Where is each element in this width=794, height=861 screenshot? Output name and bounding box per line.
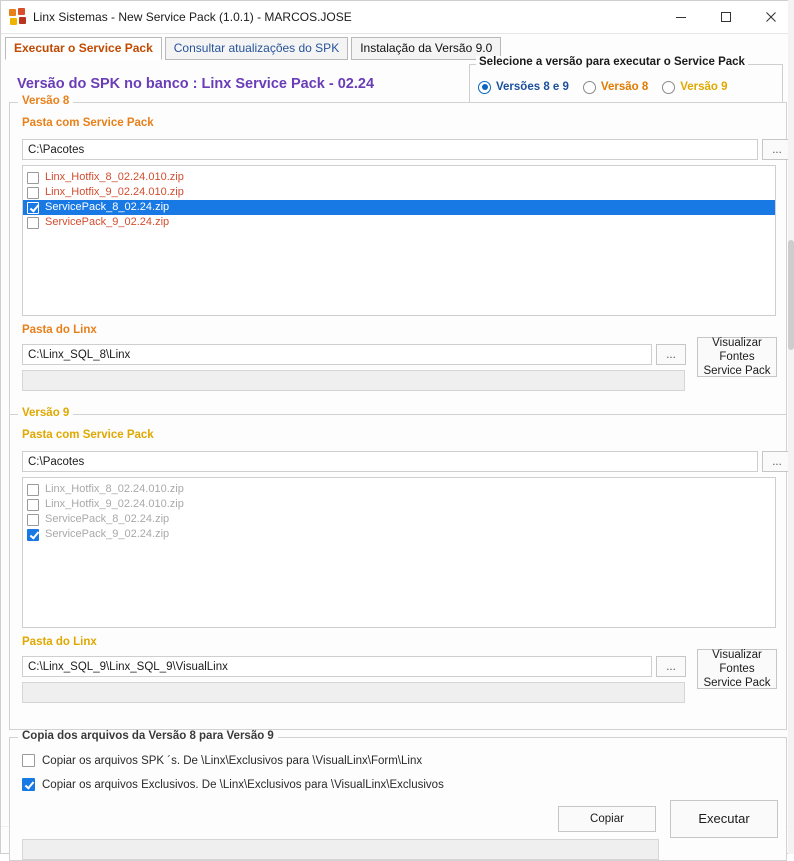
list-item[interactable]: [23, 215, 775, 230]
progress-bar-v9: [22, 682, 685, 703]
file-checkbox[interactable]: [27, 187, 39, 199]
group-versao-8: [9, 95, 787, 418]
label-pasta-com-service-pack-v9: Pasta com Service Pack: [22, 429, 154, 441]
radio-versoes-8-e-9[interactable]: [478, 81, 569, 94]
browse-folder-button-v8[interactable]: ...: [762, 139, 792, 160]
visualizar-fontes-service-pack-button-v9[interactable]: [697, 649, 777, 689]
list-item[interactable]: [23, 512, 775, 527]
file-list-v9[interactable]: [22, 477, 776, 628]
checkbox-copiar-spk[interactable]: [22, 754, 422, 767]
file-checkbox[interactable]: [27, 529, 39, 541]
group-copia-legend: Copia dos arquivos da Versão 8 para Versão 9: [18, 730, 278, 742]
list-item[interactable]: [23, 200, 775, 215]
browse-linx-folder-button-v9[interactable]: ...: [656, 656, 686, 677]
app-icon: [9, 8, 27, 26]
button-line-2: Fontes: [719, 351, 755, 363]
list-item[interactable]: [23, 527, 775, 542]
file-name: ServicePack_9_02.24.zip: [45, 216, 170, 228]
scrollbar-thumb[interactable]: [788, 240, 794, 350]
list-item[interactable]: [23, 170, 775, 185]
maximize-icon[interactable]: [703, 1, 748, 33]
copy-progress-bar: [22, 839, 659, 860]
file-name: Linx_Hotfix_9_02.24.010.zip: [45, 498, 184, 510]
window-buttons: [658, 1, 793, 33]
file-name: Linx_Hotfix_8_02.24.010.zip: [45, 483, 184, 495]
label-pasta-do-linx-v8: Pasta do Linx: [22, 324, 97, 336]
file-checkbox[interactable]: [27, 217, 39, 229]
checkbox-label: Copiar os arquivos SPK ´s. De \Linx\Exclusivos para \VisualLinx\Form\Linx: [42, 754, 423, 767]
radio-indicator: [583, 81, 596, 94]
group-versao-8-legend: Versão 8: [18, 95, 73, 107]
checkbox-copiar-exclusivos[interactable]: [22, 778, 444, 791]
folder-path-input-v9[interactable]: [22, 451, 758, 472]
file-checkbox[interactable]: [27, 499, 39, 511]
tab-instalacao-versao-9[interactable]: Instalação da Versão 9.0: [351, 37, 501, 60]
main-content: [1, 56, 793, 826]
visualizar-fontes-service-pack-button-v8[interactable]: [697, 337, 777, 377]
file-checkbox[interactable]: [27, 202, 39, 214]
title-bar: [1, 1, 793, 34]
file-name: ServicePack_8_02.24.zip: [45, 513, 170, 525]
checkbox-indicator[interactable]: [22, 778, 35, 791]
checkbox-label: Copiar os arquivos Exclusivos. De \Linx\Exclusivos para \VisualLinx\Exclusivos: [42, 778, 444, 791]
list-item[interactable]: [23, 482, 775, 497]
copiar-button[interactable]: Copiar: [558, 806, 656, 832]
label-pasta-do-linx-v9: Pasta do Linx: [22, 636, 97, 648]
checkbox-indicator[interactable]: [22, 754, 35, 767]
label-pasta-com-service-pack-v8: Pasta com Service Pack: [22, 117, 154, 129]
radio-label: Versão 9: [680, 81, 728, 93]
tab-consultar-atualizacoes[interactable]: Consultar atualizações do SPK: [165, 37, 348, 60]
file-name: Linx_Hotfix_8_02.24.010.zip: [45, 171, 184, 183]
file-checkbox[interactable]: [27, 172, 39, 184]
browse-folder-button-v9[interactable]: ...: [762, 451, 792, 472]
radio-versao-9[interactable]: [662, 81, 727, 94]
file-name: ServicePack_9_02.24.zip: [45, 528, 170, 540]
radio-indicator: [662, 81, 675, 94]
file-name: Linx_Hotfix_9_02.24.010.zip: [45, 186, 184, 198]
file-checkbox[interactable]: [27, 484, 39, 496]
folder-path-input-v8[interactable]: [22, 139, 758, 160]
radio-versao-8[interactable]: [583, 81, 648, 94]
list-item[interactable]: [23, 497, 775, 512]
button-line-3: Service Pack: [703, 677, 771, 689]
tab-executar-service-pack[interactable]: Executar o Service Pack: [5, 37, 162, 60]
button-line-2: Fontes: [719, 663, 755, 675]
minimize-icon[interactable]: [658, 1, 703, 33]
button-line-3: Service Pack: [703, 365, 771, 377]
linx-folder-input-v9[interactable]: [22, 656, 652, 677]
button-line-1: Visualizar: [712, 337, 762, 349]
linx-folder-input-v8[interactable]: [22, 344, 652, 365]
group-versao-9-legend: Versão 9: [18, 407, 73, 419]
window-scrollbar[interactable]: [788, 0, 794, 854]
progress-bar-v8: [22, 370, 685, 391]
executar-button[interactable]: Executar: [670, 800, 778, 838]
close-icon[interactable]: [748, 1, 793, 33]
list-item[interactable]: [23, 185, 775, 200]
radio-label: Versão 8: [600, 81, 649, 93]
group-copia-arquivos: [9, 730, 787, 861]
file-checkbox[interactable]: [27, 514, 39, 526]
page-title: Versão do SPK no banco : Linx Service Pack - 02.24: [17, 76, 375, 92]
radio-label: Versões 8 e 9: [496, 81, 569, 93]
browse-linx-folder-button-v8[interactable]: ...: [656, 344, 686, 365]
file-name: ServicePack_8_02.24.zip: [45, 201, 170, 213]
file-list-v8[interactable]: [22, 165, 776, 316]
radio-indicator: [478, 81, 491, 94]
version-selector-legend: Selecione a versão para executar o Service Pack: [476, 56, 748, 68]
window-title: Linx Sistemas - New Service Pack (1.0.1) - MARCOS.JOSE: [33, 10, 352, 24]
button-line-1: Visualizar: [712, 649, 762, 661]
group-versao-9: [9, 407, 787, 730]
